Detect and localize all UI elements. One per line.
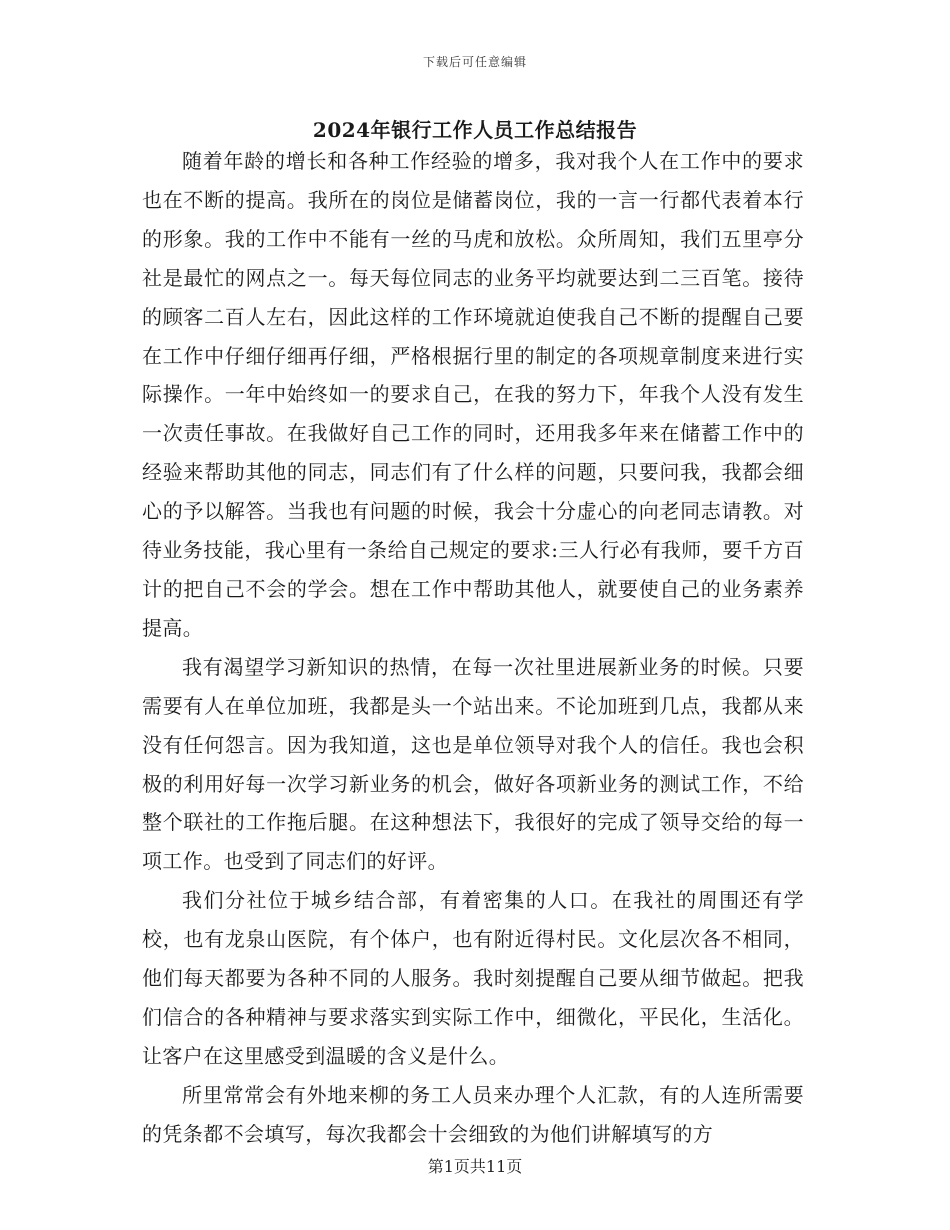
paragraph-2: 我有渴望学习新知识的热情，在每一次社里进展新业务的时候。只要需要有人在单位加班，我都是头一个站出来。不论加班到几点，我都从来没有任何怨言。因为我知道，这也是单位领导对我个人的信任。我也会积极的利用好每一次学习新业务的机会，做好各项新业务的测试工作，不给整个联社的工作拖后腿。在这种想法下，我很好的完成了领导交给的每一项工作。也受到了同志们的好评。 (142, 654, 804, 874)
document-title: 2024年银行工作人员工作总结报告 (312, 118, 638, 142)
header-note: 下载后可任意编辑 (422, 55, 527, 69)
page-number-footer: 第1页共11页 (427, 1157, 523, 1176)
document-body (142, 142, 804, 1154)
paragraph-1: 随着年龄的增长和各种工作经验的增多，我对我个人在工作中的要求也在不断的提高。我所在的岗位是储蓄岗位，我的一言一行都代表着本行的形象。我的工作中不能有一丝的马虎和放松。众所周知，我们五里亭分社是最忙的网点之一。每天每位同志的业务平均就要达到二三百笔。接待的顾客二百人左右，因此这样的工作环境就迫使我自己不断的提醒自己要在工作中仔细仔细再仔细，严格根据行里的制定的各项规章制度来进行实际操作。一年中始终如一的要求自己，在我的努力下，年我个人没有发生一次责任事故。在我做好自己工作的同时，还用我多年来在储蓄工作中的经验来帮助其他的同志，同志们有了什么样的问题，只要问我，我都会细心的予以解答。当我也有问题的时候，我会十分虚心的向老同志请教。对待业务技能，我心里有一条给自己规定的要求:三人行必有我师，要千方百计的把自己不会的学会。想在工作中帮助其他人，就要使自己的业务素养提高。 (142, 149, 804, 640)
paragraph-3: 我们分社位于城乡结合部，有着密集的人口。在我社的周围还有学校，也有龙泉山医院，有个体户，也有附近得村民。文化层次各不相同，他们每天都要为各种不同的人服务。我时刻提醒自己要从细节做起。把我们信合的各种精神与要求落实到实际工作中，细微化，平民化，生活化。让客户在这里感受到温暖的含义是什么。 (142, 888, 804, 1068)
paragraph-4: 所里常常会有外地来柳的务工人员来办理个人汇款，有的人连所需要的凭条都不会填写，每次我都会十会细致的为他们讲解填写的方 (142, 1082, 804, 1146)
